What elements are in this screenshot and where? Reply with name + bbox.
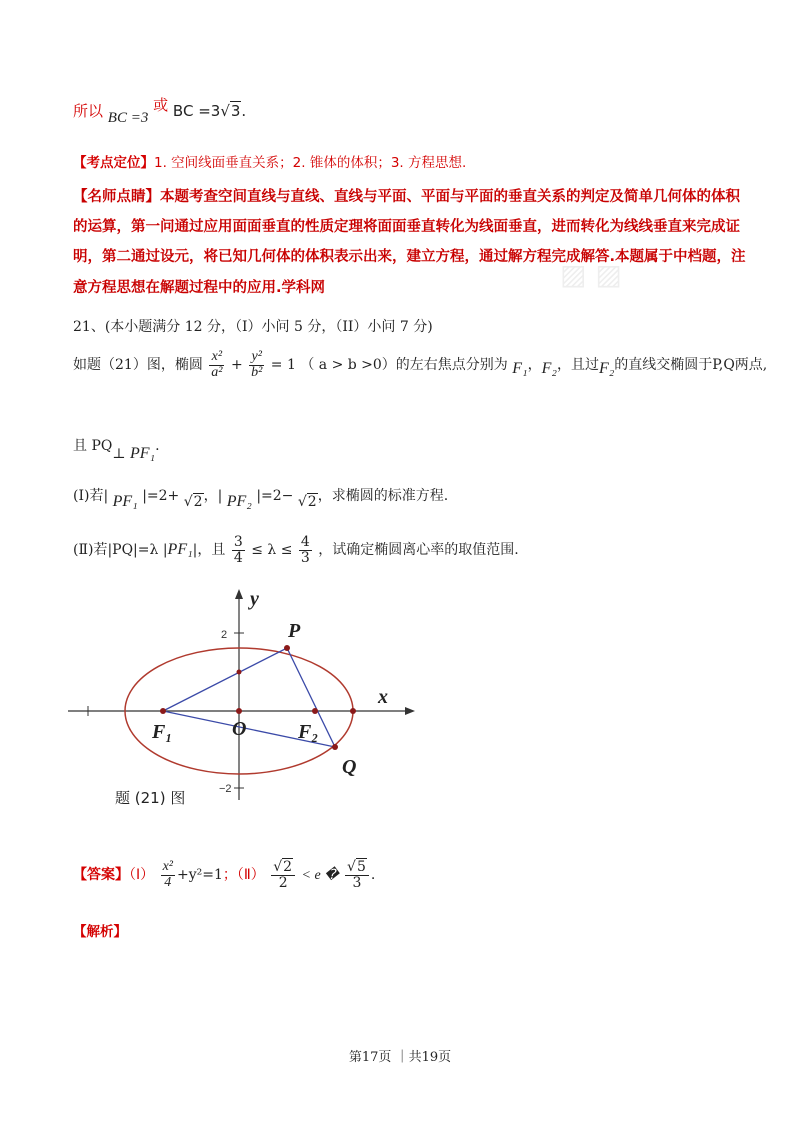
problem-line [73,350,767,380]
sqrt-2-b: √2 [297,494,317,510]
y-axis-label: y [250,588,259,610]
y-axis-arrow [235,589,243,599]
kaodian-text: 1. 空间线面垂直关系；2. 锥体的体积；3. 方程思想. [154,155,467,171]
part1-eq1: |=2+ [142,488,180,504]
point-f1 [160,708,166,714]
frac-3-4: $\frac{3}{4}$ [233,534,243,566]
part1-ask: ，求椭圆的标准方程. [317,488,449,504]
comma: ， [527,357,542,374]
question-header: 21、(本小题满分 12 分，（I）小问 5 分，（II）小问 7 分) [73,319,433,335]
condition-text: （ a > b >0）的左右焦点分别为 [300,357,508,374]
perp-end: . [155,438,160,454]
page-footer: 第17页 ｜共19页 [348,1050,452,1065]
pf1-symbol: PF₁ [129,445,156,462]
part1-pf2: PF₂ [226,493,252,510]
figure-caption: 题 (21) 图 [115,789,186,807]
answer-tag: 【答案】 [73,867,129,884]
answer-eq: +y²=1 [177,867,223,884]
part2-line [73,535,519,565]
tick-label-m2: −2 [219,783,232,795]
plus-sign: + [230,357,243,374]
x-frac: $\frac{\text{x²}}{\text{a²}}$ [211,349,223,380]
answer-sqrt2-frac: $\frac{√2}{2}$ [271,860,295,890]
problem-intro: 如题（21）图，椭圆 [73,357,203,374]
point-o [236,708,242,714]
kaodian-line [73,151,466,171]
point-p [284,645,290,651]
part2-mid: |，且 [192,542,226,559]
point-vertex-right [350,708,356,714]
f2-symbol: F₂ [541,360,557,378]
bc-expr-2: BC =3√3 [172,102,241,120]
part1-eq2: |=2− [256,488,294,504]
problem-end: 的直线交椭圆于P,Q两点, [614,357,768,374]
answer-line [73,860,375,890]
watermark: ▨ ▨ [560,258,622,291]
x-axis-label: x [378,686,388,708]
answer-semicolon: ； [222,867,237,884]
f2-symbol-2: F₂ [598,360,615,378]
x-axis-arrow [405,707,415,715]
answer-part1-label: （Ⅰ） [129,867,155,884]
problem-mid: ，且过 [556,357,599,374]
answer-part2-label: （Ⅱ） [236,867,265,884]
part2-pf1: PF₁ [167,541,193,559]
part1-pf1: PF₁ [112,493,138,510]
label-q: Q [342,756,357,778]
bc-expr-1: BC =3 [107,110,149,126]
label-o: O [232,718,247,740]
point-f2 [312,708,318,714]
answer-sqrt5-frac: $\frac{√5}{3}$ [345,860,369,890]
jiexi-tag: 【解析】 [73,924,127,940]
part2-prefix: (Ⅱ)若|PQ|=λ | [73,542,168,559]
kaodian-tag: 【考点定位】 [73,155,154,171]
mingshi-text-1: 本题考查空间直线与直线、直线与平面、平面与平面的垂直关系的判定及简单几何体的体积 [160,189,740,205]
part1-sep: ，| [203,488,223,504]
point-y-intercept [237,670,242,675]
mingshi-line-4: 意方程思想在解题过程中的应用.学科网 [73,280,326,296]
mingshi-line-3: 明，第二通过设元，将已知几何体的体积表示出来，建立方程，通过解方程完成解答.本题属于中档题，注 [73,249,746,265]
perp-symbol: ⊥ [112,446,126,462]
mingshi-line-1 [73,185,740,206]
y-frac: $\frac{\text{y²}}{\text{b²}}$ [251,349,263,380]
label-f1: F₁ [152,721,173,743]
equals-one: = 1 [270,357,296,374]
part2-ask: ，试确定椭圆离心率的取值范围. [318,542,519,559]
perp-line [73,435,160,462]
label-p: P [288,620,301,642]
conclusion-prefix: 所以 [73,102,104,120]
part1-prefix: (Ⅰ)若| [73,488,109,504]
answer-inequality: < e � [301,868,339,884]
answer-x-frac: $\frac{\text{x²}}{4}$ [162,859,174,890]
mingshi-tag: 【名师点睛】 [73,189,160,205]
sqrt-2-a: √2 [183,494,203,510]
label-f2: F₂ [298,721,319,743]
ellipse-figure [60,585,420,825]
frac-4-3: $\frac{4}{3}$ [300,534,310,566]
lambda-range: ≤ λ ≤ [251,542,293,559]
mingshi-line-2: 的运算，第一问通过应用面面垂直的性质定理将面面垂直转化为线面垂直，进而转化为线线垂直来完成证 [73,219,740,235]
conclusion-line [73,96,247,126]
point-q [332,744,338,750]
or-word: 或 [153,96,169,114]
f1-symbol: F₁ [512,360,528,378]
perp-prefix: 且 PQ [73,438,113,454]
tick-label-2: 2 [221,629,228,641]
answer-end: . [370,867,376,884]
part1-line [73,485,449,510]
line-end: . [241,102,247,120]
